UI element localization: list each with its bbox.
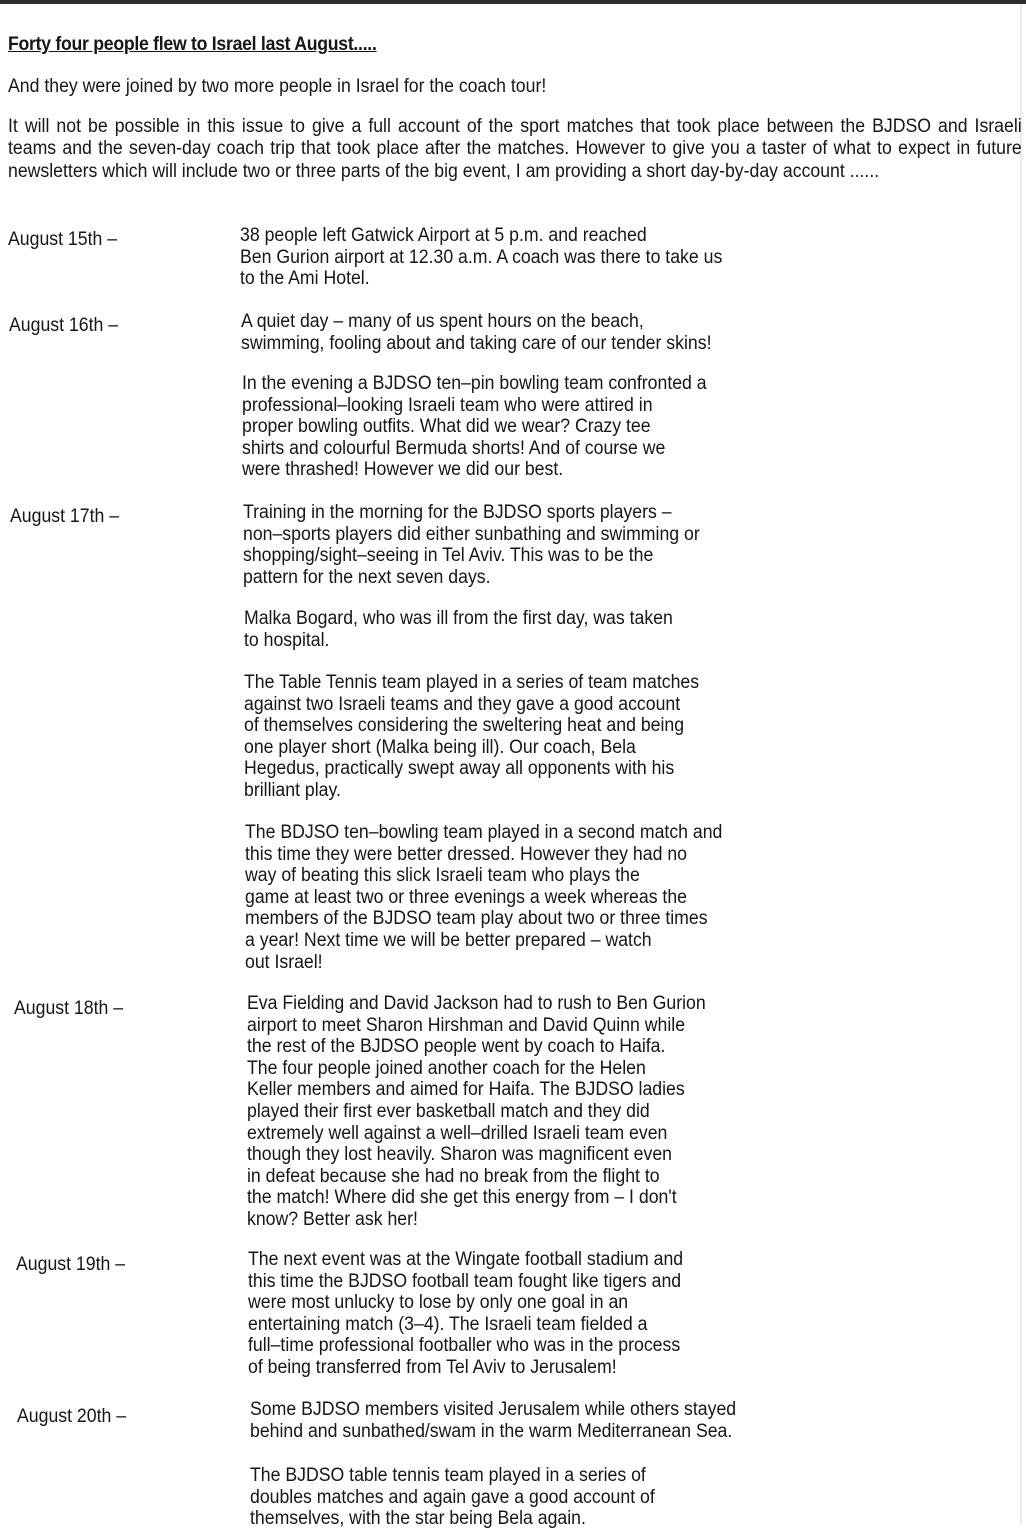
article-title: Forty four people flew to Israel last August..... [8,34,377,55]
entry-paragraph: Training in the morning for the BJDSO sports players – non–sports players did either sunbathing and swimming or shopping/sight–seeing in Tel Aviv. This was to be the pattern for the next seven days. [243,502,700,588]
entry-paragraph: Some BJDSO members visited Jerusalem while others stayed behind and sunbathed/swam in the warm Mediterranean Sea. [250,1399,737,1442]
entry-paragraph: 38 people left Gatwick Airport at 5 p.m. and reached Ben Gurion airport at 12.30 a.m. A coach was there to take us to the Ami Hotel. [240,225,723,290]
entry-paragraph: In the evening a BJDSO ten–pin bowling team confronted a professional–looking Israeli team who were attired in proper bowling outfits. What did we wear? Crazy tee shirts and colourful Bermuda shorts! And of course we were thrashed! However we did our best. [242,373,707,481]
entry-paragraph: Eva Fielding and David Jackson had to rush to Ben Gurion airport to meet Sharon Hirshman and David Quinn while the rest of the BJDSO people went by coach to Haifa. The four people joined another coach for the Helen Keller members and aimed for Haifa. The BJDSO ladies played their first ever basketball match and they did extremely well against a well–drilled Israeli team even though they lost heavily. Sharon was magnificent even in defeat because she had no break from the flight to the match! Where did she get this energy from – I don't know? Better ask her! [247,993,706,1230]
entry-date: August 20th – [17,1406,127,1427]
entry-paragraph: A quiet day – many of us spent hours on the beach, swimming, fooling about and taking care of our tender skins! [241,311,712,354]
top-border [0,0,1026,4]
entry-paragraph: The BJDSO table tennis team played in a series of doubles matches and again gave a good account of themselves, with the star being Bela again. [250,1465,655,1530]
article-lead: And they were joined by two more people in Israel for the coach tour! [8,76,547,97]
page-edge [1020,4,1022,1524]
entry-date: August 15th – [8,229,118,250]
entry-paragraph: Malka Bogard, who was ill from the first day, was taken to hospital. [244,608,673,651]
article-intro: It will not be possible in this issue to give a full account of the sport matches that took place between the BJDSO and Israeli teams and the seven-day coach trip that took place after the matches. However to give you a taster of what to expect in future newsletters which will include two or three parts of the big event, I am providing a short day-by-day account ...... [8,116,1022,182]
entry-date: August 19th – [16,1254,126,1275]
entry-paragraph: The Table Tennis team played in a series of team matches against two Israeli teams and they gave a good account of themselves considering the sweltering heat and being one player short (Malka being ill). Our coach, Bela Hegedus, practically swept away all opponents with his brilliant play. [244,672,700,801]
entry-paragraph: The BDJSO ten–bowling team played in a second match and this time they were better dressed. However they had no way of beating this slick Israeli team who plays the game at least two or three evenings a week whereas the members of the BJDSO team play about two or three times a year! Next time we will be better prepared – watch out Israel! [245,822,723,973]
entry-date: August 18th – [14,998,124,1019]
entry-date: August 16th – [9,315,119,336]
entry-date: August 17th – [10,506,120,527]
entry-paragraph: The next event was at the Wingate football stadium and this time the BJDSO football team fought like tigers and were most unlucky to lose by only one goal in an entertaining match (3–4). The Israeli team fielded a full–time professional footballer who was in the process of being transferred from Tel Aviv to Jerusalem! [248,1249,684,1378]
